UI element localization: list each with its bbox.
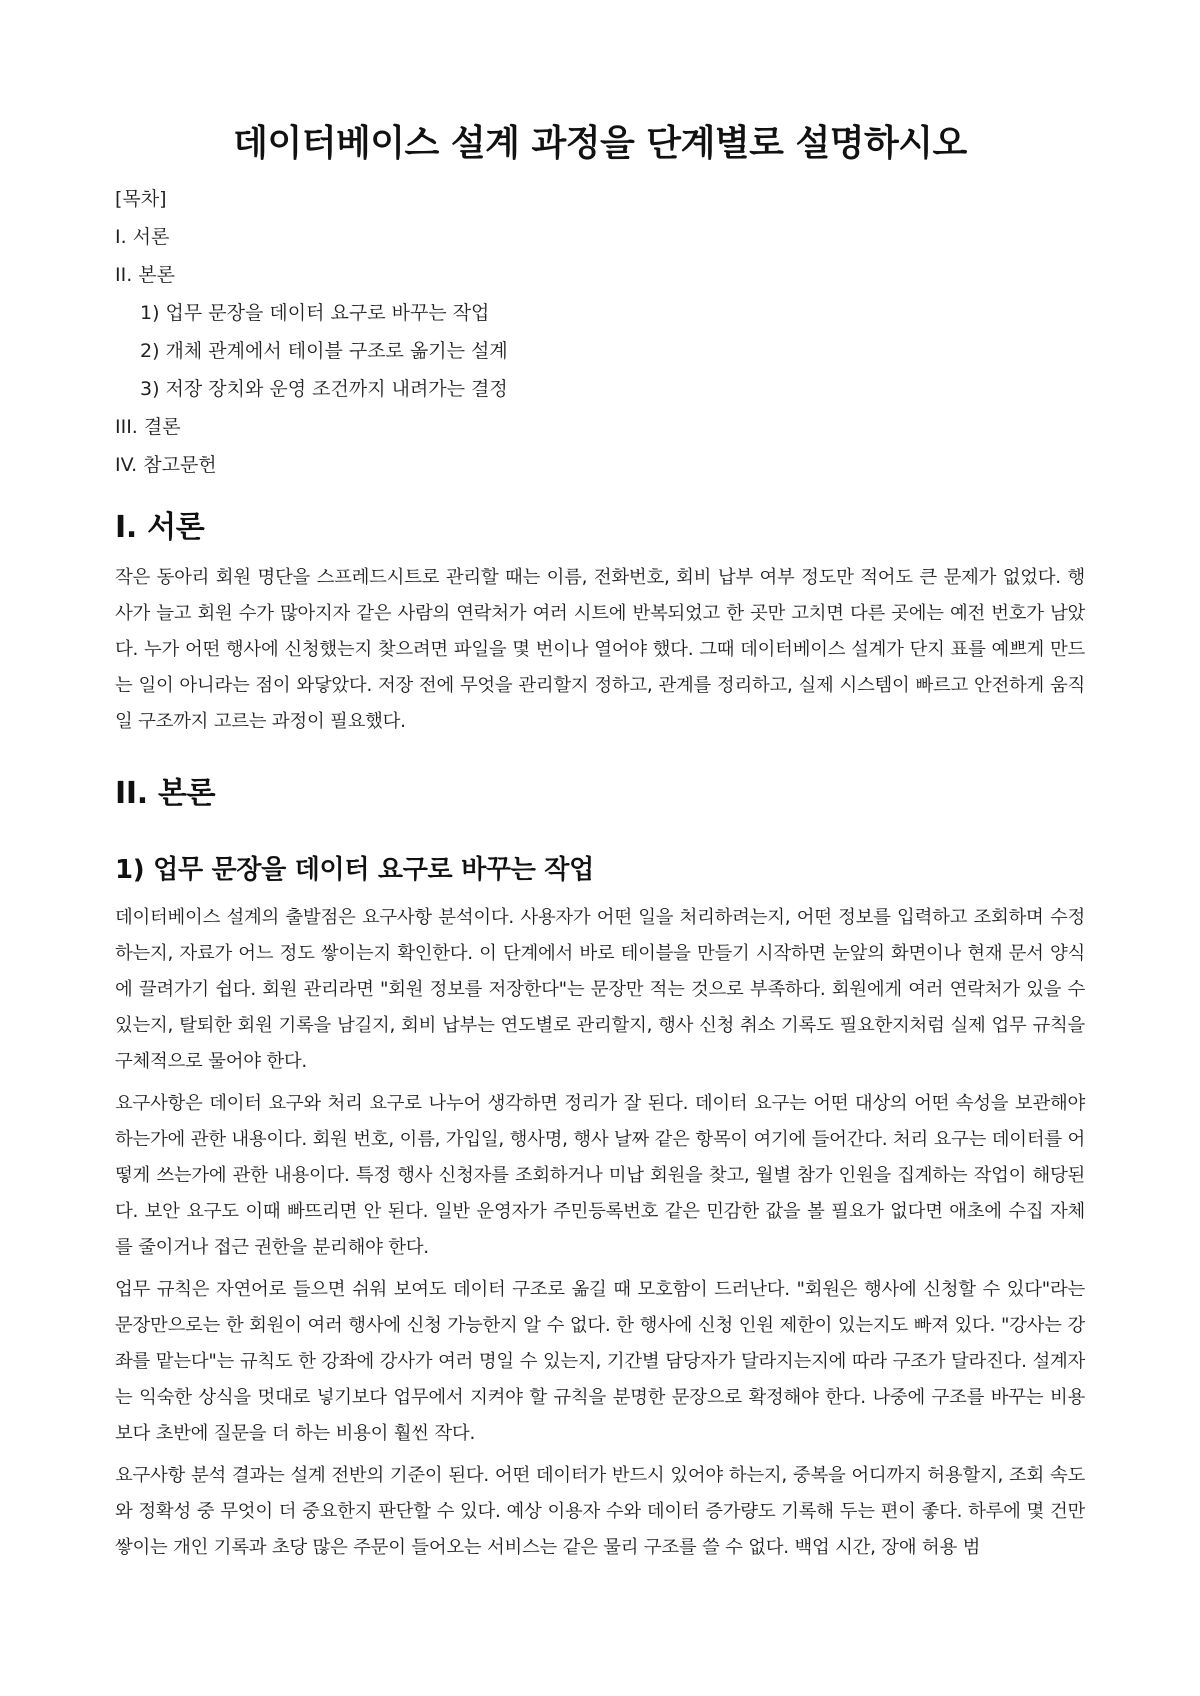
toc-item-references: IV. 참고문헌 [115,454,217,476]
subsection-1-paragraph-1: 데이터베이스 설계의 출발점은 요구사항 분석이다. 사용자가 어떤 일을 처리하려는지, 어떤 정보를 입력하고 조회하며 수정하는지, 자료가 어느 정도 쌓이는지 확인한다. 이 단계에서 바로 테이블을 만들기 시작하면 눈앞의 화면이나 현재 문서 양식에 끌려가기 쉽다. 회원 관리라면 "회원 정보를 저장한다"는 문장만 적는 것으로 부족하다. 회원에게 여러 연락처가 있을 수 있는지, 탈퇴한 회원 기록을 남길지, 회비 납부는 연도별로 관리할지, 행사 신청 취소 기록도 필요한지처럼 실제 업무 규칙을 구체적으로 물어야 한다. [115,907,1085,1072]
table-of-contents [115,180,1085,484]
toc-item-body: II. 본론 [115,264,175,286]
toc-item-body-1: 1) 업무 문장을 데이터 요구로 바꾸는 작업 [140,302,490,324]
subsection-1-paragraph-3: 업무 규칙은 자연어로 들으면 쉬워 보여도 데이터 구조로 옮길 때 모호함이 드러난다. "회원은 행사에 신청할 수 있다"라는 문장만으로는 한 회원이 여러 행사에 신청 가능한지 알 수 없다. 한 행사에 신청 인원 제한이 있는지도 빠져 있다. "강사는 강좌를 맡는다"는 규칙도 한 강좌에 강사가 여러 명일 수 있는지, 기간별 담당자가 달라지는지에 따라 구조가 달라진다. 설계자는 익숙한 상식을 멋대로 넣기보다 업무에서 지켜야 할 규칙을 분명한 문장으로 확정해야 한다. 나중에 구조를 바꾸는 비용보다 초반에 질문을 더 하는 비용이 훨씬 작다. [115,1279,1085,1444]
subsection-1-paragraph-4: 요구사항 분석 결과는 설계 전반의 기준이 된다. 어떤 데이터가 반드시 있어야 하는지, 중복을 어디까지 허용할지, 조회 속도와 정확성 중 무엇이 더 중요한지 판단할 수 있다. 예상 이용자 수와 데이터 증가량도 기록해 두는 편이 좋다. 하루에 몇 건만 쌓이는 개인 기록과 초당 많은 주문이 들어오는 서비스는 같은 물리 구조를 쓸 수 없다. 백업 시간, 장애 허용 범 [115,1465,1085,1558]
body-heading: II. 본론 [115,776,216,811]
document-title: 데이터베이스 설계 과정을 단계별로 설명하시오 [233,123,967,164]
toc-item-conclusion: III. 결론 [115,416,181,438]
toc-header: [목차] [115,188,167,210]
toc-item-body-2: 2) 개체 관계에서 테이블 구조로 옮기는 설계 [140,340,508,362]
toc-item-intro: I. 서론 [115,226,170,248]
intro-heading: I. 서론 [115,510,205,545]
subsection-1-heading: 1) 업무 문장을 데이터 요구로 바꾸는 작업 [115,855,594,885]
toc-item-body-3: 3) 저장 장치와 운영 조건까지 내려가는 결정 [140,378,508,400]
subsection-1-paragraph-2: 요구사항은 데이터 요구와 처리 요구로 나누어 생각하면 정리가 잘 된다. 데이터 요구는 어떤 대상의 어떤 속성을 보관해야 하는가에 관한 내용이다. 회원 번호, 이름, 가입일, 행사명, 행사 날짜 같은 항목이 여기에 들어간다. 처리 요구는 데이터를 어떻게 쓰는가에 관한 내용이다. 특정 행사 신청자를 조회하거나 미납 회원을 찾고, 월별 참가 인원을 집계하는 작업이 해당된다. 보안 요구도 이때 빠뜨리면 안 된다. 일반 운영자가 주민등록번호 같은 민감한 값을 볼 필요가 없다면 애초에 수집 자체를 줄이거나 접근 권한을 분리해야 한다. [115,1093,1085,1258]
intro-paragraph: 작은 동아리 회원 명단을 스프레드시트로 관리할 때는 이름, 전화번호, 회비 납부 여부 정도만 적어도 큰 문제가 없었다. 행사가 늘고 회원 수가 많아지자 같은 사람의 연락처가 여러 시트에 반복되었고 한 곳만 고치면 다른 곳에는 예전 번호가 남았다. 누가 어떤 행사에 신청했는지 찾으려면 파일을 몇 번이나 열어야 했다. 그때 데이터베이스 설계가 단지 표를 예쁘게 만드는 일이 아니라는 점이 와닿았다. 저장 전에 무엇을 관리할지 정하고, 관계를 정리하고, 실제 시스템이 빠르고 안전하게 움직일 구조까지 고르는 과정이 필요했다. [115,567,1085,732]
